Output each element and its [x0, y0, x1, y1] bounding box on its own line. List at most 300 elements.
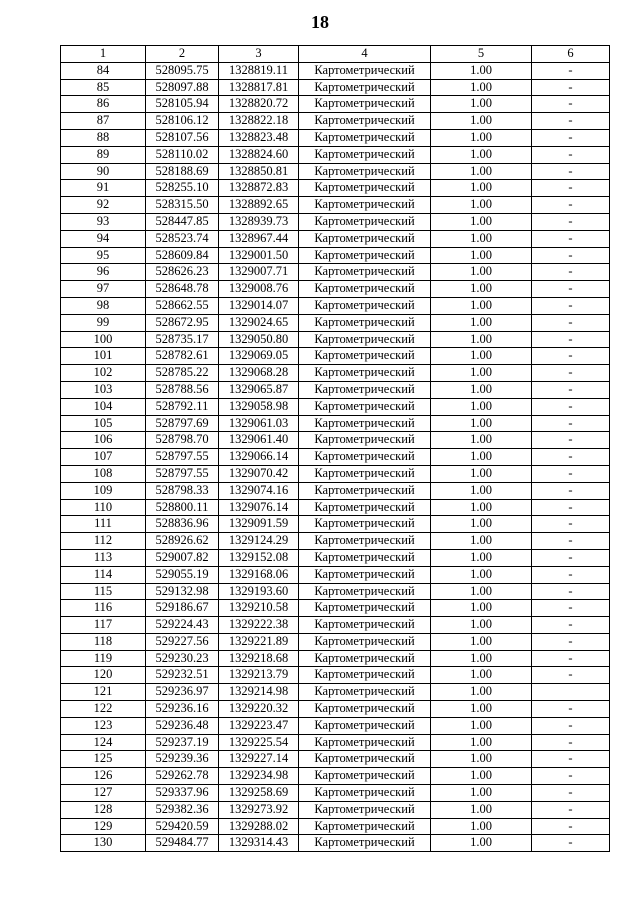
x-coordinate-cell: 529132.98: [146, 583, 219, 600]
x-coordinate-cell: 528785.22: [146, 365, 219, 382]
table-row: [61, 163, 610, 180]
accuracy-cell: 1.00: [431, 667, 532, 684]
method-cell: Картометрический: [299, 667, 431, 684]
x-coordinate-cell: 529007.82: [146, 549, 219, 566]
table-row: [61, 650, 610, 667]
x-coordinate-cell: 529186.67: [146, 600, 219, 617]
note-cell: -: [532, 768, 610, 785]
point-number-cell: 118: [61, 633, 146, 650]
note-cell: -: [532, 113, 610, 130]
note-cell: -: [532, 62, 610, 79]
y-coordinate-cell: 1328850.81: [219, 163, 299, 180]
table-row: [61, 533, 610, 550]
y-coordinate-cell: 1329069.05: [219, 348, 299, 365]
method-cell: Картометрический: [299, 768, 431, 785]
method-cell: Картометрический: [299, 79, 431, 96]
table-row: [61, 465, 610, 482]
note-cell: -: [532, 264, 610, 281]
point-number-cell: 98: [61, 297, 146, 314]
point-number-cell: 128: [61, 801, 146, 818]
point-number-cell: 105: [61, 415, 146, 432]
accuracy-cell: 1.00: [431, 449, 532, 466]
y-coordinate-cell: 1329014.07: [219, 297, 299, 314]
accuracy-cell: 1.00: [431, 801, 532, 818]
table-row: [61, 768, 610, 785]
header-cell-2: 2: [146, 46, 219, 63]
x-coordinate-cell: 528105.94: [146, 96, 219, 113]
table-row: [61, 549, 610, 566]
note-cell: -: [532, 432, 610, 449]
y-coordinate-cell: 1329024.65: [219, 314, 299, 331]
table-row: [61, 617, 610, 634]
accuracy-cell: 1.00: [431, 113, 532, 130]
note-cell: -: [532, 818, 610, 835]
accuracy-cell: 1.00: [431, 633, 532, 650]
table-row: [61, 281, 610, 298]
table-row: [61, 129, 610, 146]
y-coordinate-cell: 1328967.44: [219, 230, 299, 247]
accuracy-cell: 1.00: [431, 146, 532, 163]
point-number-cell: 125: [61, 751, 146, 768]
point-number-cell: 113: [61, 549, 146, 566]
point-number-cell: 121: [61, 684, 146, 701]
y-coordinate-cell: 1329210.58: [219, 600, 299, 617]
table-row: [61, 62, 610, 79]
note-cell: -: [532, 398, 610, 415]
table-row: [61, 348, 610, 365]
method-cell: Картометрический: [299, 264, 431, 281]
accuracy-cell: 1.00: [431, 818, 532, 835]
x-coordinate-cell: 528926.62: [146, 533, 219, 550]
accuracy-cell: 1.00: [431, 516, 532, 533]
y-coordinate-cell: 1329234.98: [219, 768, 299, 785]
x-coordinate-cell: 528609.84: [146, 247, 219, 264]
method-cell: Картометрический: [299, 381, 431, 398]
note-cell: -: [532, 549, 610, 566]
x-coordinate-cell: 528626.23: [146, 264, 219, 281]
accuracy-cell: 1.00: [431, 348, 532, 365]
x-coordinate-cell: 528800.11: [146, 499, 219, 516]
header-cell-1: 1: [61, 46, 146, 63]
y-coordinate-cell: 1329001.50: [219, 247, 299, 264]
table-row: [61, 751, 610, 768]
accuracy-cell: 1.00: [431, 297, 532, 314]
accuracy-cell: 1.00: [431, 331, 532, 348]
note-cell: -: [532, 734, 610, 751]
method-cell: Картометрический: [299, 247, 431, 264]
y-coordinate-cell: 1329168.06: [219, 566, 299, 583]
note-cell: -: [532, 751, 610, 768]
accuracy-cell: 1.00: [431, 465, 532, 482]
table-row: [61, 482, 610, 499]
method-cell: Картометрический: [299, 751, 431, 768]
method-cell: Картометрический: [299, 516, 431, 533]
note-cell: -: [532, 163, 610, 180]
accuracy-cell: 1.00: [431, 499, 532, 516]
note-cell: -: [532, 180, 610, 197]
note-cell: -: [532, 314, 610, 331]
y-coordinate-cell: 1329222.38: [219, 617, 299, 634]
table-row: [61, 79, 610, 96]
accuracy-cell: 1.00: [431, 281, 532, 298]
table-row: [61, 247, 610, 264]
method-cell: Картометрический: [299, 482, 431, 499]
method-cell: Картометрический: [299, 684, 431, 701]
y-coordinate-cell: 1329008.76: [219, 281, 299, 298]
note-cell: -: [532, 247, 610, 264]
accuracy-cell: 1.00: [431, 600, 532, 617]
note-cell: -: [532, 785, 610, 802]
point-number-cell: 86: [61, 96, 146, 113]
y-coordinate-cell: 1329050.80: [219, 331, 299, 348]
x-coordinate-cell: 528798.70: [146, 432, 219, 449]
note-cell: -: [532, 600, 610, 617]
y-coordinate-cell: 1329070.42: [219, 465, 299, 482]
point-number-cell: 115: [61, 583, 146, 600]
point-number-cell: 107: [61, 449, 146, 466]
point-number-cell: 85: [61, 79, 146, 96]
table-row: [61, 331, 610, 348]
x-coordinate-cell: 528788.56: [146, 381, 219, 398]
method-cell: Картометрический: [299, 835, 431, 852]
note-cell: -: [532, 415, 610, 432]
point-number-cell: 127: [61, 785, 146, 802]
method-cell: Картометрический: [299, 314, 431, 331]
point-number-cell: 106: [61, 432, 146, 449]
method-cell: Картометрический: [299, 533, 431, 550]
point-number-cell: 123: [61, 717, 146, 734]
y-coordinate-cell: 1329193.60: [219, 583, 299, 600]
method-cell: Картометрический: [299, 230, 431, 247]
accuracy-cell: 1.00: [431, 163, 532, 180]
x-coordinate-cell: 528095.75: [146, 62, 219, 79]
accuracy-cell: 1.00: [431, 835, 532, 852]
y-coordinate-cell: 1329058.98: [219, 398, 299, 415]
point-number-cell: 130: [61, 835, 146, 852]
x-coordinate-cell: 528782.61: [146, 348, 219, 365]
method-cell: Картометрический: [299, 213, 431, 230]
accuracy-cell: 1.00: [431, 180, 532, 197]
table-row: [61, 197, 610, 214]
point-number-cell: 99: [61, 314, 146, 331]
method-cell: Картометрический: [299, 818, 431, 835]
accuracy-cell: 1.00: [431, 264, 532, 281]
y-coordinate-cell: 1329066.14: [219, 449, 299, 466]
table-row: [61, 314, 610, 331]
table-row: [61, 113, 610, 130]
note-cell: -: [532, 281, 610, 298]
table-row: [61, 600, 610, 617]
table-row: [61, 785, 610, 802]
point-number-cell: 117: [61, 617, 146, 634]
x-coordinate-cell: 528648.78: [146, 281, 219, 298]
method-cell: Картометрический: [299, 398, 431, 415]
point-number-cell: 101: [61, 348, 146, 365]
accuracy-cell: 1.00: [431, 415, 532, 432]
x-coordinate-cell: 528797.55: [146, 449, 219, 466]
point-number-cell: 96: [61, 264, 146, 281]
method-cell: Картометрический: [299, 163, 431, 180]
note-cell: -: [532, 617, 610, 634]
note-cell: -: [532, 381, 610, 398]
accuracy-cell: 1.00: [431, 432, 532, 449]
header-cell-3: 3: [219, 46, 299, 63]
accuracy-cell: 1.00: [431, 583, 532, 600]
note-cell: -: [532, 297, 610, 314]
method-cell: Картометрический: [299, 617, 431, 634]
x-coordinate-cell: 528672.95: [146, 314, 219, 331]
table-row: [61, 96, 610, 113]
table-row: [61, 146, 610, 163]
table-row: [61, 213, 610, 230]
x-coordinate-cell: 529262.78: [146, 768, 219, 785]
point-number-cell: 116: [61, 600, 146, 617]
point-number-cell: 103: [61, 381, 146, 398]
x-coordinate-cell: 529420.59: [146, 818, 219, 835]
y-coordinate-cell: 1329258.69: [219, 785, 299, 802]
method-cell: Картометрический: [299, 197, 431, 214]
x-coordinate-cell: 528792.11: [146, 398, 219, 415]
x-coordinate-cell: 528315.50: [146, 197, 219, 214]
note-cell: -: [532, 465, 610, 482]
y-coordinate-cell: 1328823.48: [219, 129, 299, 146]
y-coordinate-cell: 1329227.14: [219, 751, 299, 768]
x-coordinate-cell: 529236.97: [146, 684, 219, 701]
table-row: [61, 398, 610, 415]
y-coordinate-cell: 1329091.59: [219, 516, 299, 533]
method-cell: Картометрический: [299, 633, 431, 650]
table-row: [61, 684, 610, 701]
table-row: [61, 835, 610, 852]
point-number-cell: 92: [61, 197, 146, 214]
coordinates-table: [60, 45, 610, 852]
table-row: [61, 516, 610, 533]
point-number-cell: 87: [61, 113, 146, 130]
y-coordinate-cell: 1329214.98: [219, 684, 299, 701]
method-cell: Картометрический: [299, 600, 431, 617]
x-coordinate-cell: 529230.23: [146, 650, 219, 667]
x-coordinate-cell: 529227.56: [146, 633, 219, 650]
method-cell: Картометрический: [299, 785, 431, 802]
note-cell: -: [532, 583, 610, 600]
table-body: [61, 62, 610, 851]
y-coordinate-cell: 1329218.68: [219, 650, 299, 667]
accuracy-cell: 1.00: [431, 768, 532, 785]
x-coordinate-cell: 529236.16: [146, 701, 219, 718]
note-cell: -: [532, 667, 610, 684]
y-coordinate-cell: 1328939.73: [219, 213, 299, 230]
x-coordinate-cell: 528735.17: [146, 331, 219, 348]
note-cell: -: [532, 449, 610, 466]
method-cell: Картометрический: [299, 297, 431, 314]
point-number-cell: 93: [61, 213, 146, 230]
y-coordinate-cell: 1328824.60: [219, 146, 299, 163]
note-cell: -: [532, 331, 610, 348]
method-cell: Картометрический: [299, 566, 431, 583]
note-cell: -: [532, 230, 610, 247]
page-number: 18: [311, 12, 329, 32]
y-coordinate-cell: 1328820.72: [219, 96, 299, 113]
accuracy-cell: 1.00: [431, 79, 532, 96]
table-row: [61, 432, 610, 449]
note-cell: -: [532, 717, 610, 734]
header-cell-6: 6: [532, 46, 610, 63]
y-coordinate-cell: 1329314.43: [219, 835, 299, 852]
table-row: [61, 180, 610, 197]
point-number-cell: 126: [61, 768, 146, 785]
note-cell: -: [532, 650, 610, 667]
x-coordinate-cell: 529239.36: [146, 751, 219, 768]
point-number-cell: 111: [61, 516, 146, 533]
method-cell: Картометрический: [299, 62, 431, 79]
table-row: [61, 499, 610, 516]
accuracy-cell: 1.00: [431, 314, 532, 331]
y-coordinate-cell: 1328872.83: [219, 180, 299, 197]
accuracy-cell: 1.00: [431, 566, 532, 583]
table-row: [61, 667, 610, 684]
header-cell-4: 4: [299, 46, 431, 63]
table-row: [61, 583, 610, 600]
method-cell: Картометрический: [299, 415, 431, 432]
table-row: [61, 734, 610, 751]
y-coordinate-cell: 1329223.47: [219, 717, 299, 734]
table-row: [61, 297, 610, 314]
point-number-cell: 90: [61, 163, 146, 180]
accuracy-cell: 1.00: [431, 365, 532, 382]
x-coordinate-cell: 529337.96: [146, 785, 219, 802]
x-coordinate-cell: 528523.74: [146, 230, 219, 247]
x-coordinate-cell: 529237.19: [146, 734, 219, 751]
header-cell-5: 5: [431, 46, 532, 63]
y-coordinate-cell: 1329152.08: [219, 549, 299, 566]
y-coordinate-cell: 1329213.79: [219, 667, 299, 684]
method-cell: Картометрический: [299, 113, 431, 130]
y-coordinate-cell: 1329007.71: [219, 264, 299, 281]
note-cell: -: [532, 348, 610, 365]
x-coordinate-cell: 528836.96: [146, 516, 219, 533]
y-coordinate-cell: 1329220.32: [219, 701, 299, 718]
accuracy-cell: 1.00: [431, 650, 532, 667]
note-cell: [532, 684, 610, 701]
accuracy-cell: 1.00: [431, 247, 532, 264]
x-coordinate-cell: 528188.69: [146, 163, 219, 180]
y-coordinate-cell: 1328822.18: [219, 113, 299, 130]
method-cell: Картометрический: [299, 499, 431, 516]
accuracy-cell: 1.00: [431, 96, 532, 113]
y-coordinate-cell: 1329061.40: [219, 432, 299, 449]
table-row: [61, 717, 610, 734]
table-row: [61, 264, 610, 281]
accuracy-cell: 1.00: [431, 717, 532, 734]
method-cell: Картометрический: [299, 331, 431, 348]
accuracy-cell: 1.00: [431, 213, 532, 230]
accuracy-cell: 1.00: [431, 398, 532, 415]
x-coordinate-cell: 529055.19: [146, 566, 219, 583]
accuracy-cell: 1.00: [431, 617, 532, 634]
y-coordinate-cell: 1329074.16: [219, 482, 299, 499]
y-coordinate-cell: 1328817.81: [219, 79, 299, 96]
table-row: [61, 449, 610, 466]
y-coordinate-cell: 1329065.87: [219, 381, 299, 398]
note-cell: -: [532, 197, 610, 214]
y-coordinate-cell: 1328819.11: [219, 62, 299, 79]
point-number-cell: 124: [61, 734, 146, 751]
accuracy-cell: 1.00: [431, 751, 532, 768]
table-row: [61, 633, 610, 650]
table-row: [61, 801, 610, 818]
y-coordinate-cell: 1329068.28: [219, 365, 299, 382]
point-number-cell: 88: [61, 129, 146, 146]
method-cell: Картометрический: [299, 281, 431, 298]
note-cell: -: [532, 96, 610, 113]
note-cell: -: [532, 79, 610, 96]
note-cell: -: [532, 835, 610, 852]
y-coordinate-cell: 1329288.02: [219, 818, 299, 835]
accuracy-cell: 1.00: [431, 734, 532, 751]
x-coordinate-cell: 528662.55: [146, 297, 219, 314]
method-cell: Картометрический: [299, 146, 431, 163]
note-cell: -: [532, 516, 610, 533]
y-coordinate-cell: 1329273.92: [219, 801, 299, 818]
accuracy-cell: 1.00: [431, 482, 532, 499]
point-number-cell: 122: [61, 701, 146, 718]
accuracy-cell: 1.00: [431, 785, 532, 802]
point-number-cell: 102: [61, 365, 146, 382]
note-cell: -: [532, 129, 610, 146]
x-coordinate-cell: 528107.56: [146, 129, 219, 146]
accuracy-cell: 1.00: [431, 549, 532, 566]
y-coordinate-cell: 1329221.89: [219, 633, 299, 650]
x-coordinate-cell: 528798.33: [146, 482, 219, 499]
note-cell: -: [532, 566, 610, 583]
table-row: [61, 701, 610, 718]
x-coordinate-cell: 529382.36: [146, 801, 219, 818]
point-number-cell: 97: [61, 281, 146, 298]
y-coordinate-cell: 1328892.65: [219, 197, 299, 214]
method-cell: Картометрический: [299, 583, 431, 600]
accuracy-cell: 1.00: [431, 62, 532, 79]
accuracy-cell: 1.00: [431, 129, 532, 146]
x-coordinate-cell: 528097.88: [146, 79, 219, 96]
note-cell: -: [532, 482, 610, 499]
table-row: [61, 415, 610, 432]
accuracy-cell: 1.00: [431, 381, 532, 398]
point-number-cell: 89: [61, 146, 146, 163]
y-coordinate-cell: 1329061.03: [219, 415, 299, 432]
method-cell: Картометрический: [299, 465, 431, 482]
point-number-cell: 84: [61, 62, 146, 79]
method-cell: Картометрический: [299, 432, 431, 449]
note-cell: -: [532, 633, 610, 650]
x-coordinate-cell: 529484.77: [146, 835, 219, 852]
method-cell: Картометрический: [299, 348, 431, 365]
point-number-cell: 95: [61, 247, 146, 264]
accuracy-cell: 1.00: [431, 533, 532, 550]
point-number-cell: 120: [61, 667, 146, 684]
note-cell: -: [532, 213, 610, 230]
note-cell: -: [532, 701, 610, 718]
note-cell: -: [532, 365, 610, 382]
x-coordinate-cell: 529224.43: [146, 617, 219, 634]
table-row: [61, 818, 610, 835]
x-coordinate-cell: 528797.55: [146, 465, 219, 482]
x-coordinate-cell: 529232.51: [146, 667, 219, 684]
method-cell: Картометрический: [299, 180, 431, 197]
y-coordinate-cell: 1329076.14: [219, 499, 299, 516]
accuracy-cell: 1.00: [431, 197, 532, 214]
method-cell: Картометрический: [299, 650, 431, 667]
point-number-cell: 109: [61, 482, 146, 499]
